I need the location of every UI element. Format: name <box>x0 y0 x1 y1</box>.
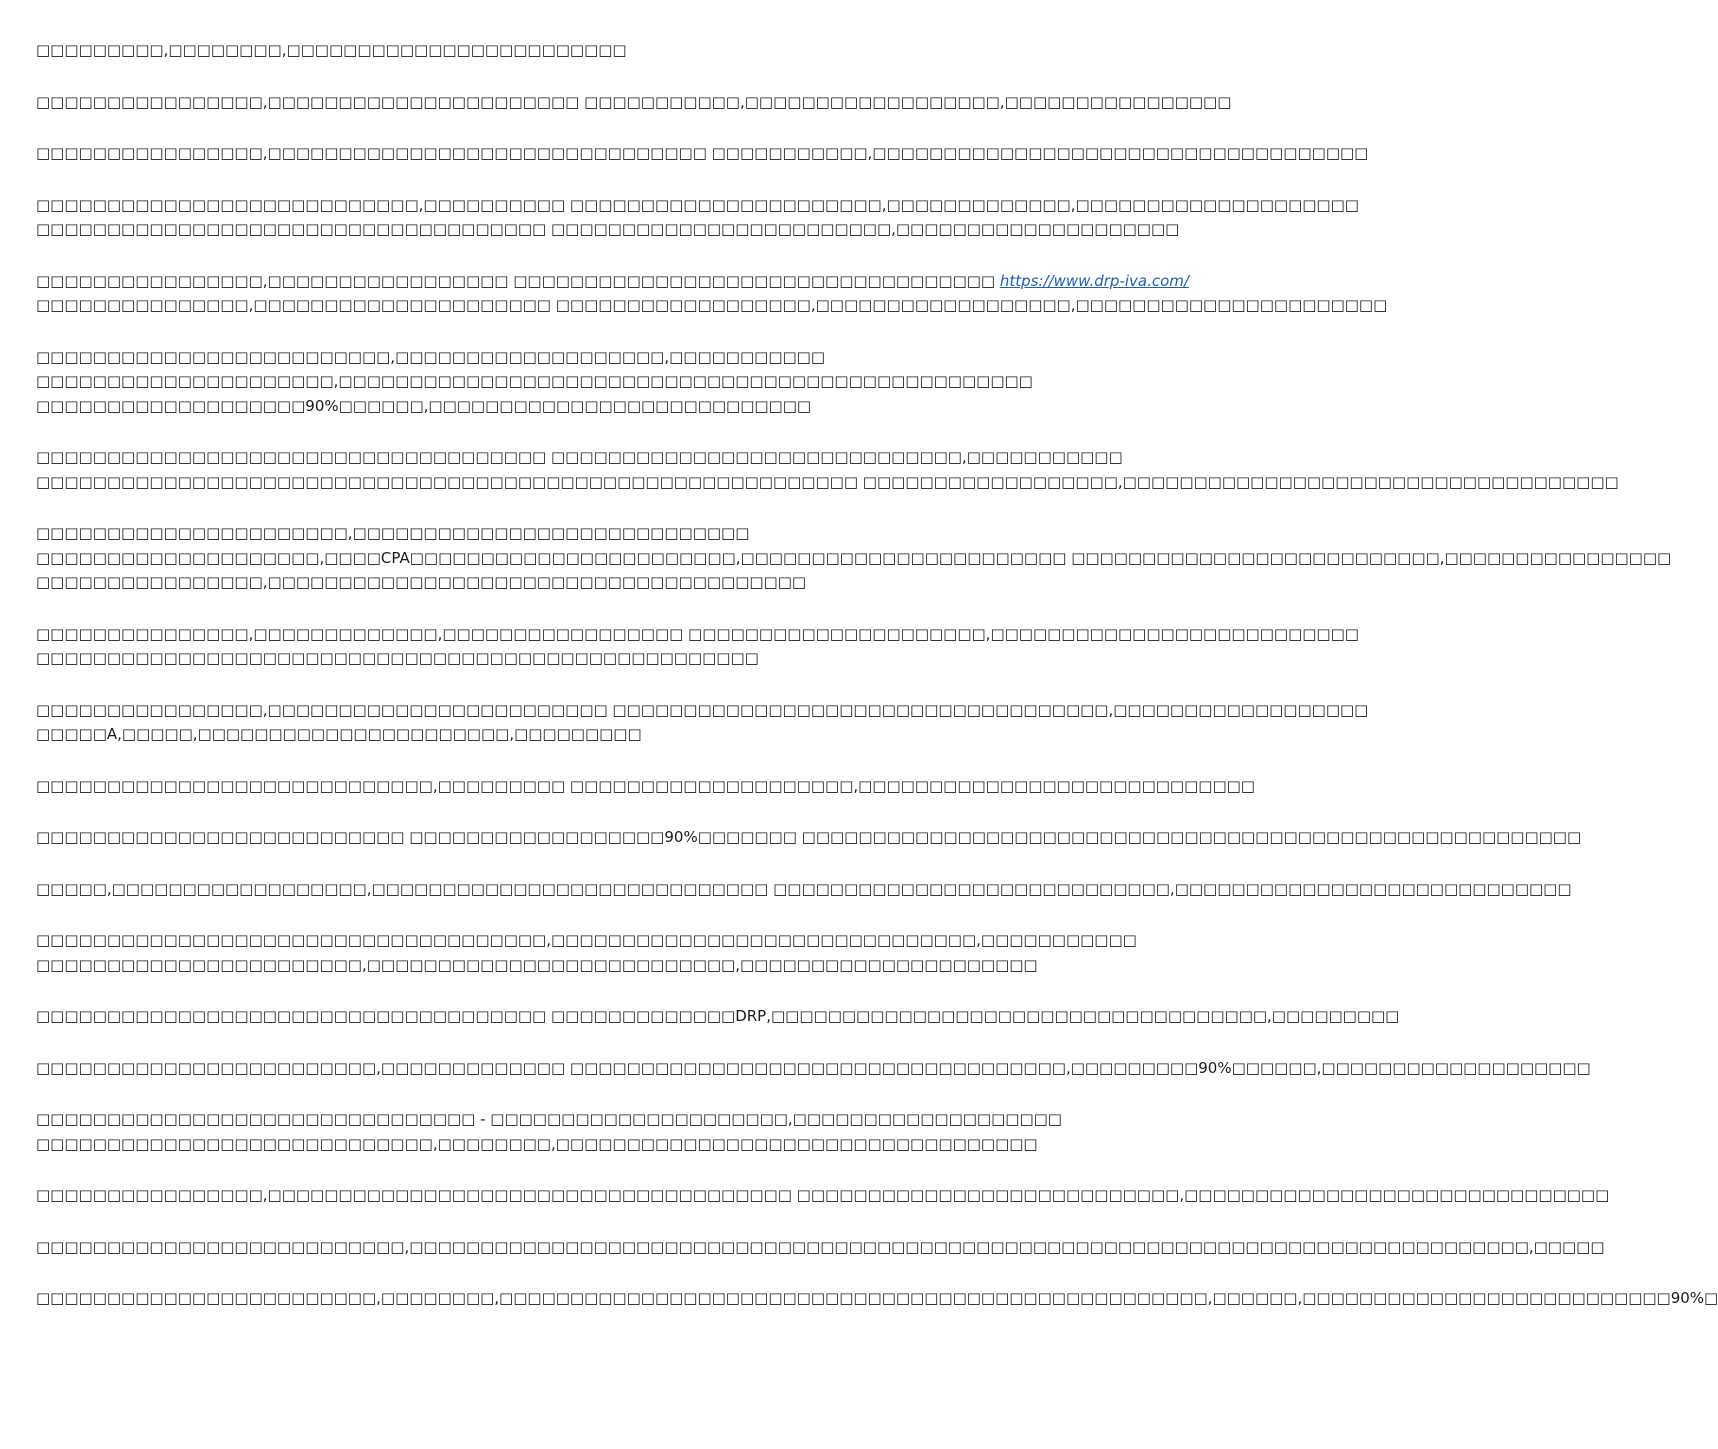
paragraph <box>36 877 1572 902</box>
text-line: □□□□□□□□□□□□□□□□□□□□,□□□□CPA□□□□□□□□□□□□□□□□□□□□□□□,□□□□□□□□□□□□□□□□□□□□□□□ □□□□□□□□□□□□□□□□□□□□□□□□□□,□□□□□□□□□□□□□□□□ <box>36 548 1672 567</box>
text-line: □□□□□□□□□□□□□□□□□□□□□□□□□□□□,□□□□□□□□,□□□□□□□□□□□□□□□□□□□□□□□□□□□□□□□□□□ <box>36 1134 1038 1153</box>
text-line: □□□□□□□□□□□□□□□□,□□□□□□□□□□□□□□□□□□□□□□□□□□□□□□□□□□□□□ □□□□□□□□□□□□□□□□□□□□□□□□□□□,□□□□□□□□□□□□□□□□□□□□□□□□□□□□□□ <box>36 1186 1610 1204</box>
paragraph <box>36 38 996 63</box>
text-line: □□□□□A,□□□□□,□□□□□□□□□□□□□□□□□□□□□□,□□□□□□□□□ <box>36 725 642 743</box>
text-line: □□□□□□□□□,□□□□□□□□,□□□□□□□□□□□□□□□□□□□□□□□□ <box>36 41 627 59</box>
paragraph <box>36 141 1369 166</box>
text-line: □□□□□□□□□□□□□□□□□□□□□□□□□□ □□□□□□□□□□□□□□□□□□90%□□□□□□□ □□□□□□□□□□□□□□□□□□□□□□□□□□□□□□□□□□□□□□□□□□□□□□□□□□□□□□□ <box>36 828 1582 846</box>
text-line: □□□□□□□□□□□□□□□□□□□□□□,□□□□□□□□□□□□□□□□□□□□□□□□□□□□ <box>36 524 750 542</box>
document-body <box>36 38 1718 1338</box>
text-line: □□□□□□□□□□□□□□□□□□□□□□□□□□□□□□□□□□□□ □□□□□□□□□□□□□DRP,□□□□□□□□□□□□□□□□□□□□□□□□□□□□□□□□□□□,□□□□□□□□□ <box>36 1007 1400 1025</box>
text-line: □□□□□□□□□□□□□□□□□□□□□□□□□□□□□□□□□□□□□□□□□□□□□□□□□□□ <box>36 649 759 667</box>
text-segment: □□□□□□□□□□□□□□□□,□□□□□□□□□□□□□□□□□ □□□□□□□□□□□□□□□□□□□□□□□□□□□□□□□□□□ <box>36 271 1000 290</box>
text-line: □□□□□□□□□□□□□□□□□□□□□□□□□□□□□□□□□□□□ □□□□□□□□□□□□□□□□□□□□□□□□,□□□□□□□□□□□□□□□□□□□□ <box>36 220 1180 238</box>
text-line: □□□□□□□□□□□□□□□□,□□□□□□□□□□□□□□□□□□□□□□ □□□□□□□□□□□,□□□□□□□□□□□□□□□□□□,□□□□□□□□□□□□□□□□ <box>36 92 1232 111</box>
paragraph <box>36 193 1359 242</box>
paragraph <box>36 774 1255 799</box>
paragraph <box>36 445 1619 494</box>
text-line: □□□□□□□□□□□□□□□□,□□□□□□□□□□□□□□□□□□□□□□□□ □□□□□□□□□□□□□□□□□□□□□□□□□□□□□□□□□□□,□□□□□□□□□□□□□□□□□□ <box>36 700 1369 719</box>
text-line: □□□□□□□□□□□□□□□□,□□□□□□□□□□□□□□□□□□□□□□□□□□□□□□□□□□□□□□ <box>36 573 807 591</box>
paragraph <box>36 928 1137 977</box>
paragraph <box>36 1056 1591 1081</box>
text-line: □□□□□□□□□□□□□□□□□□□□□□□□□□,□□□□□□□□□□□□□□□□□□□□□□□□□□□□□□□□□□□□□□□□□□□□□□□□□□□□□□□□□□□□□□□□□□□□□□□□□□□□□□□,□□□□□ <box>36 1237 1605 1256</box>
text-line: □□□□□□□□□□□□□□□□□□□90%□□□□□□,□□□□□□□□□□□□□□□□□□□□□□□□□□□ <box>36 396 812 415</box>
text-line: □□□□□□□□□□□□□□□,□□□□□□□□□□□□□,□□□□□□□□□□□□□□□□□ □□□□□□□□□□□□□□□□□□□□□,□□□□□□□□□□□□□□□□□□□□□□□□□□ <box>36 624 1359 643</box>
text-line: □□□□□□□□□□□□□□□□□□□□□□□□□□□□□□□ - □□□□□□□□□□□□□□□□□□□□□,□□□□□□□□□□□□□□□□□□□ <box>36 1110 1062 1128</box>
paragraph <box>36 521 1672 595</box>
text-line: □□□□□□□□□□□□□□□□□□□□□□□□□□□□□□□□□□□□□□□□□□□□□□□□□□□□□□□□□□ □□□□□□□□□□□□□□□□□□,□□□□□□□□□□□□□□□□□□□□□□□□□□□□□□□□□□□ <box>36 472 1619 491</box>
paragraph <box>36 622 1359 671</box>
paragraph <box>36 269 1388 318</box>
text-line: □□□□□□□□□□□□□□□□□□□□□□□□□□□□,□□□□□□□□□ □□□□□□□□□□□□□□□□□□□□,□□□□□□□□□□□□□□□□□□□□□□□□□□□□ <box>36 776 1255 795</box>
paragraph <box>36 1107 1062 1156</box>
paragraph <box>36 1286 1718 1311</box>
paragraph <box>36 345 1033 419</box>
text-line: □□□□□□□□□□□□□□□□,□□□□□□□□□□□□□□□□□□□□□□□□□□□□□□□ □□□□□□□□□□□,□□□□□□□□□□□□□□□□□□□□□□□□□□□□□□□□□□□ <box>36 144 1369 162</box>
website-link[interactable]: https://www.drp-iva.com/ <box>999 271 1189 290</box>
text-line: □□□□□,□□□□□□□□□□□□□□□□□□,□□□□□□□□□□□□□□□□□□□□□□□□□□□□ □□□□□□□□□□□□□□□□□□□□□□□□□□□□,□□□□□□□□□□□□□□□□□□□□□□□□□□□□ <box>36 879 1572 898</box>
text-line: □□□□□□□□□□□□□□□□□□□□□□□□,□□□□□□□□□□□□□ □□□□□□□□□□□□□□□□□□□□□□□□□□□□□□□□□□□,□□□□□□□□□90%□□□□□□,□□□□□□□□□□□□□□□□□□□ <box>36 1058 1591 1077</box>
text-line: □□□□□□□□□□□□□□□□□□□□□,□□□□□□□□□□□□□□□□□□□□□□□□□□□□□□□□□□□□□□□□□□□□□□□□□ <box>36 372 1033 390</box>
paragraph <box>36 825 1582 850</box>
text-line-with-link <box>36 269 1189 294</box>
paragraph <box>36 1004 1400 1029</box>
paragraph <box>36 698 1369 747</box>
paragraph <box>36 1235 1605 1260</box>
text-line: □□□□□□□□□□□□□□□,□□□□□□□□□□□□□□□□□□□□□ □□□□□□□□□□□□□□□□□□,□□□□□□□□□□□□□□□□□□,□□□□□□□□□□□□□□□□□□□□□□ <box>36 296 1388 314</box>
text-line: □□□□□□□□□□□□□□□□□□□□□□□□,□□□□□□□□,□□□□□□□□□□□□□□□□□□□□□□□□□□□□□□□□□□□□□□□□□□□□□□□□□□,□□□□□□,□□□□□□□□□□□□□□□□□□□□□□□□□□90%□ <box>36 1289 1718 1307</box>
paragraph <box>36 1183 1610 1208</box>
text-line: □□□□□□□□□□□□□□□□□□□□□□□,□□□□□□□□□□□□□□□□□□□□□□□□□□,□□□□□□□□□□□□□□□□□□□□□ <box>36 955 1038 974</box>
text-line: □□□□□□□□□□□□□□□□□□□□□□□□□□□□□□□□□□□□,□□□□□□□□□□□□□□□□□□□□□□□□□□□□□□,□□□□□□□□□□□ <box>36 931 1137 949</box>
text-line: □□□□□□□□□□□□□□□□□□□□□□□□□,□□□□□□□□□□□□□□□□□□□,□□□□□□□□□□□ <box>36 347 826 366</box>
text-line: □□□□□□□□□□□□□□□□□□□□□□□□□□□,□□□□□□□□□□ □□□□□□□□□□□□□□□□□□□□□□,□□□□□□□□□□□□□,□□□□□□□□□□□□□□□□□□□□ <box>36 195 1359 214</box>
text-line: □□□□□□□□□□□□□□□□□□□□□□□□□□□□□□□□□□□□ □□□□□□□□□□□□□□□□□□□□□□□□□□□□□,□□□□□□□□□□□ <box>36 448 1123 466</box>
paragraph <box>36 90 1232 115</box>
